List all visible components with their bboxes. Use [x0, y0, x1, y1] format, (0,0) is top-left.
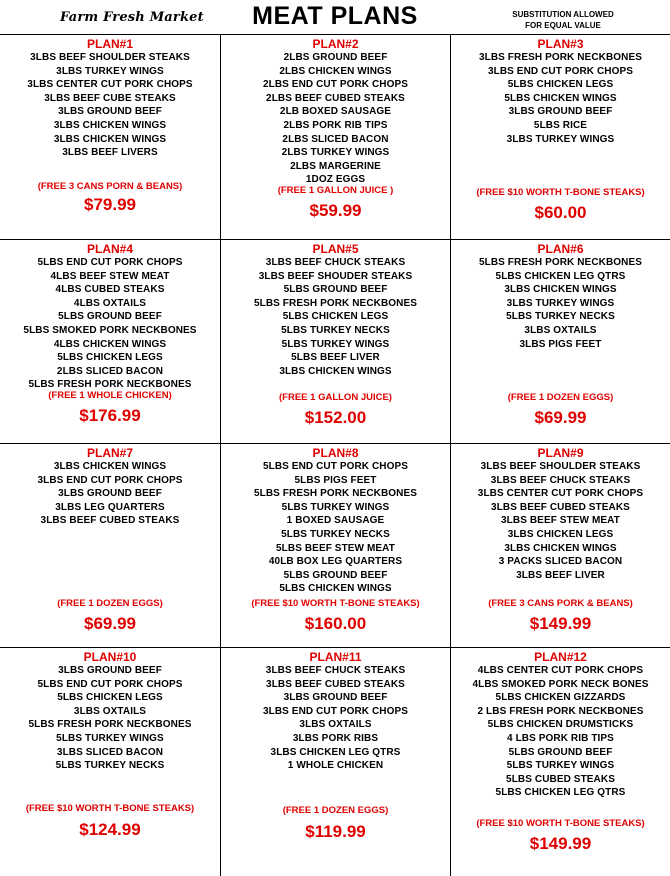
plan-free-bonus: (FREE 1 DOZEN EGGS): [282, 805, 389, 816]
plan-item-list: [221, 664, 450, 773]
plan-item: 3 PACKS SLICED BACON: [498, 556, 623, 568]
plan-price: $149.99: [529, 834, 592, 853]
plan-item-list: [0, 460, 220, 528]
plan-free-bonus: (FREE 1 WHOLE CHICKEN): [48, 390, 172, 401]
plan-price: $124.99: [79, 820, 141, 839]
plan-item: 3LBS CHICKEN WINGS: [53, 133, 167, 145]
plan-card: [451, 648, 670, 852]
plan-item: 3LBS BEEF CUBED STEAKS: [266, 678, 405, 690]
plan-item: 2LBS BEEF CUBED STEAKS: [266, 92, 405, 104]
plan-item-list: [451, 51, 670, 146]
plan-title: PLAN#8: [312, 446, 359, 460]
plan-item: 3LBS CHICKEN WINGS: [504, 542, 617, 554]
plan-price: $79.99: [84, 195, 136, 214]
plan-item: 4LBS BEEF STEW MEAT: [50, 270, 170, 282]
plan-card: [451, 35, 670, 239]
plan-free-bonus: (FREE $10 WORTH T-BONE STEAKS): [25, 803, 195, 814]
plan-item: 3LBS GROUND BEEF: [508, 106, 613, 118]
plan-item: 5LBS CHICKEN DRUMSTICKS: [487, 719, 634, 731]
plan-price: $149.99: [529, 614, 592, 633]
plan-item: 40LB BOX LEG QUARTERS: [268, 556, 403, 568]
plan-title: PLAN#12: [534, 650, 587, 664]
plan-item: 3LBS GROUND BEEF: [58, 665, 162, 676]
plan-item: 5LBS CHICKEN GIZZARDS: [495, 692, 626, 704]
plan-card: [451, 240, 670, 444]
plans-grid: [0, 34, 670, 876]
plan-card: [0, 648, 220, 852]
plan-free-bonus: (FREE 1 GALLON JUICE ): [277, 185, 394, 196]
plan-price: $69.99: [534, 408, 587, 427]
plan-item: 3LBS BEEF STEW MEAT: [501, 515, 620, 527]
plan-item: 3LBS TURKEY WINGS: [56, 65, 164, 77]
plan-item: 3LBS BEEF CHUCK STEAKS: [265, 665, 406, 676]
plan-item: 4 LBS PORK RIB TIPS: [507, 732, 614, 744]
store-name: Farm Fresh Market: [60, 10, 204, 25]
plan-item: 1 WHOLE CHICKEN: [287, 760, 384, 772]
plan-item: 3LBS BEEF SHOULDER STEAKS: [30, 52, 190, 63]
plan-title: PLAN#10: [83, 650, 137, 664]
plan-item: 3LBS OXTAILS: [73, 705, 147, 717]
page-header: [0, 0, 670, 34]
plan-title: PLAN#6: [537, 242, 584, 256]
plan-item: 5LBS GROUND BEEF: [58, 311, 162, 323]
plan-free-bonus: (FREE 1 DOZEN EGGS): [57, 598, 163, 609]
plan-title: PLAN#9: [537, 446, 584, 460]
plan-item: 3LBS TURKEY WINGS: [506, 133, 615, 145]
plan-item: 3LBS CHICKEN LEGS: [507, 528, 614, 540]
plan-item: 5LBS FRESH PORK NECKBONES: [28, 379, 192, 391]
plan-item: 3LBS TURKEY WINGS: [506, 297, 615, 309]
plan-item: 2LBS GROUND BEEF: [283, 52, 388, 63]
plan-item-list: [451, 256, 670, 351]
plan-item: 3LBS BEEF SHOUDER STEAKS: [258, 270, 413, 282]
plan-item: 5LBS GROUND BEEF: [283, 284, 388, 296]
plan-item: 3LBS CHICKEN LEG QTRS: [270, 746, 401, 758]
plan-item: 5LBS CHICKEN WINGS: [279, 583, 392, 595]
plan-item: 5LBS TURKEY NECKS: [506, 311, 615, 323]
plan-item: 4LBS CHICKEN WINGS: [53, 338, 167, 350]
plan-item: 2LBS SLICED BACON: [56, 365, 164, 377]
plan-free-bonus: (FREE $10 WORTH T-BONE STEAKS): [476, 187, 645, 198]
plan-item: 3LBS BEEF LIVER: [516, 569, 605, 581]
plan-card: [221, 35, 450, 239]
plan-item: 3LBS BEEF CUBE STEAKS: [44, 92, 176, 104]
plan-item: 3LBS BEEF SHOULDER STEAKS: [480, 461, 641, 472]
plan-item: 5LBS FRESH PORK NECKBONES: [253, 488, 418, 500]
plan-price: $160.00: [304, 614, 367, 633]
plan-item: 5LBS TURKEY WINGS: [56, 732, 164, 744]
plan-item: 5LBS SMOKED PORK NECKBONES: [23, 324, 197, 336]
page-title: MEAT PLANS: [252, 2, 418, 30]
plan-item: 5LBS TURKEY WINGS: [281, 338, 390, 350]
plan-item: 5LBS CHICKEN LEG QTRS: [495, 787, 626, 799]
plan-item: 2LBS SLICED BACON: [282, 133, 389, 145]
plan-item: 3LBS BEEF CHUCK STEAKS: [265, 257, 406, 268]
plan-item: 3LBS BEEF CUBED STEAKS: [491, 501, 630, 513]
plan-item: 1DOZ EGGS: [305, 174, 366, 186]
plan-item: 2LBS END CUT PORK CHOPS: [262, 79, 409, 91]
plan-item: 3LBS PIGS FEET: [519, 338, 602, 350]
plan-free-bonus: (FREE $10 WORTH T-BONE STEAKS): [251, 598, 420, 609]
plan-free-bonus: (FREE $10 WORTH T-BONE STEAKS): [476, 818, 645, 829]
plan-title: PLAN#1: [86, 37, 133, 51]
plan-item: 3LBS LEG QUARTERS: [55, 501, 165, 513]
plan-item-list: [451, 664, 670, 800]
plan-item: 4LBS SMOKED PORK NECK BONES: [472, 678, 649, 690]
plan-item: 3LBS END CUT PORK CHOPS: [262, 705, 409, 717]
plan-item: 3LBS END CUT PORK CHOPS: [37, 474, 183, 486]
plan-item: 3LBS CHICKEN WINGS: [53, 119, 167, 131]
plan-item-list: [221, 51, 450, 187]
plan-title: PLAN#2: [312, 37, 359, 51]
plan-free-bonus: (FREE 3 CANS PORN & BEANS): [37, 181, 183, 192]
plan-item: 2LBS MARGERINE: [290, 160, 381, 172]
plan-item: 1 BOXED SAUSAGE: [286, 515, 385, 527]
plan-item: 3LBS GROUND BEEF: [58, 488, 162, 500]
plan-item: 5LBS CUBED STEAKS: [506, 773, 615, 785]
substitution-note-line2: FOR EQUAL VALUE: [525, 21, 601, 30]
plan-free-bonus: (FREE 1 DOZEN EGGS): [507, 392, 614, 403]
plan-item: 3LBS GROUND BEEF: [58, 106, 162, 118]
plan-item: 5LBS END CUT PORK CHOPS: [37, 678, 183, 690]
plan-item: 5LBS GROUND BEEF: [508, 746, 613, 758]
plan-item-list: [0, 664, 220, 773]
plan-item: 5LBS PIGS FEET: [294, 474, 377, 486]
plan-card: [221, 240, 450, 444]
plan-item: 3LBS OXTAILS: [524, 324, 597, 336]
plan-item: 4LBS CUBED STEAKS: [55, 284, 165, 296]
plan-item: 3LBS CENTER CUT PORK CHOPS: [27, 79, 193, 91]
plan-item: 5LBS FRESH PORK NECKBONES: [253, 297, 418, 309]
plan-item: 5LBS CHICKEN LEGS: [282, 311, 389, 323]
plan-item: 4LBS CENTER CUT PORK CHOPS: [477, 665, 644, 676]
plan-price: $176.99: [79, 406, 141, 425]
plan-card: [0, 444, 220, 648]
plan-item: 3LBS FRESH PORK NECKBONES: [478, 52, 643, 63]
plan-item: 3LBS BEEF LIVERS: [62, 147, 158, 159]
plan-item: 3LBS BEEF CUBED STEAKS: [40, 515, 180, 527]
plan-card: [451, 444, 670, 648]
plan-title: PLAN#3: [537, 37, 584, 51]
plan-card: [0, 35, 220, 239]
plan-item-list: [0, 256, 220, 392]
plan-title: PLAN#11: [309, 650, 362, 664]
plan-item: 3LBS BEEF CHUCK STEAKS: [490, 474, 631, 486]
plan-item-list: [221, 460, 450, 596]
plan-item: 2LB BOXED SAUSAGE: [279, 106, 392, 118]
plan-item: 5LBS BEEF LIVER: [291, 352, 380, 364]
plan-price: $59.99: [309, 201, 362, 220]
plan-card: [221, 444, 450, 648]
plan-item: 5LBS TURKEY NECKS: [281, 324, 390, 336]
plan-item: 2LBS PORK RIB TIPS: [283, 119, 388, 131]
plan-price: $69.99: [84, 614, 136, 633]
plan-item-list: [221, 256, 450, 378]
plan-item: 5LBS TURKEY WINGS: [506, 760, 615, 772]
substitution-note: [498, 9, 628, 31]
plan-item: 5LBS TURKEY WINGS: [281, 501, 390, 513]
plan-item: 5LBS GROUND BEEF: [283, 569, 388, 581]
plan-item: 3LBS CHICKEN WINGS: [53, 461, 167, 472]
plan-item: 3LBS CENTER CUT PORK CHOPS: [477, 488, 644, 500]
plan-item: 5LBS CHICKEN LEG QTRS: [495, 270, 626, 282]
plan-price: $60.00: [534, 203, 587, 222]
plan-item: 5LBS CHICKEN LEGS: [507, 79, 614, 91]
plan-item: 5LBS BEEF STEW MEAT: [276, 542, 395, 554]
plan-item: 3LBS CHICKEN WINGS: [504, 284, 617, 296]
plan-item: 5LBS END CUT PORK CHOPS: [37, 257, 183, 268]
plan-item: 3LBS GROUND BEEF: [283, 692, 388, 704]
plan-item: 3LBS END CUT PORK CHOPS: [487, 65, 634, 77]
plan-item: 5LBS TURKEY NECKS: [281, 528, 390, 540]
plan-free-bonus: (FREE 3 CANS PORK & BEANS): [488, 598, 633, 609]
plan-item: 3LBS PORK RIBS: [292, 732, 379, 744]
plan-price: $152.00: [304, 408, 367, 427]
plan-item: 3LBS CHICKEN WINGS: [279, 365, 392, 377]
plan-title: PLAN#7: [86, 446, 133, 460]
plan-price: $119.99: [305, 822, 366, 841]
plan-card: [0, 240, 220, 444]
plan-item: 5LBS RICE: [533, 119, 588, 131]
plan-item: 5LBS FRESH PORK NECKBONES: [28, 719, 192, 731]
plan-item: 5LBS CHICKEN LEGS: [57, 692, 163, 704]
plan-item: 5LBS TURKEY NECKS: [55, 760, 165, 772]
plan-title: PLAN#4: [86, 242, 133, 256]
plan-item-list: [0, 51, 220, 160]
plan-item: 3LBS OXTAILS: [299, 719, 372, 731]
plan-free-bonus: (FREE 1 GALLON JUICE): [279, 392, 392, 403]
plan-item: 3LBS SLICED BACON: [56, 746, 164, 758]
plan-item: 2LBS CHICKEN WINGS: [279, 65, 392, 77]
plan-item: 5LBS FRESH PORK NECKBONES: [478, 257, 643, 268]
plan-item: 4LBS OXTAILS: [73, 297, 147, 309]
plan-item: 5LBS END CUT PORK CHOPS: [262, 461, 409, 472]
plan-card: [221, 648, 450, 852]
plan-item: 5LBS CHICKEN WINGS: [504, 92, 617, 104]
plan-title: PLAN#5: [312, 242, 359, 256]
substitution-note-line1: SUBSTITUTION ALLOWED: [512, 10, 614, 19]
plan-item: 2 LBS FRESH PORK NECKBONES: [477, 705, 644, 717]
plan-item: 2LBS TURKEY WINGS: [281, 147, 390, 159]
plan-item-list: [451, 460, 670, 582]
plan-item: 5LBS CHICKEN LEGS: [57, 352, 163, 364]
